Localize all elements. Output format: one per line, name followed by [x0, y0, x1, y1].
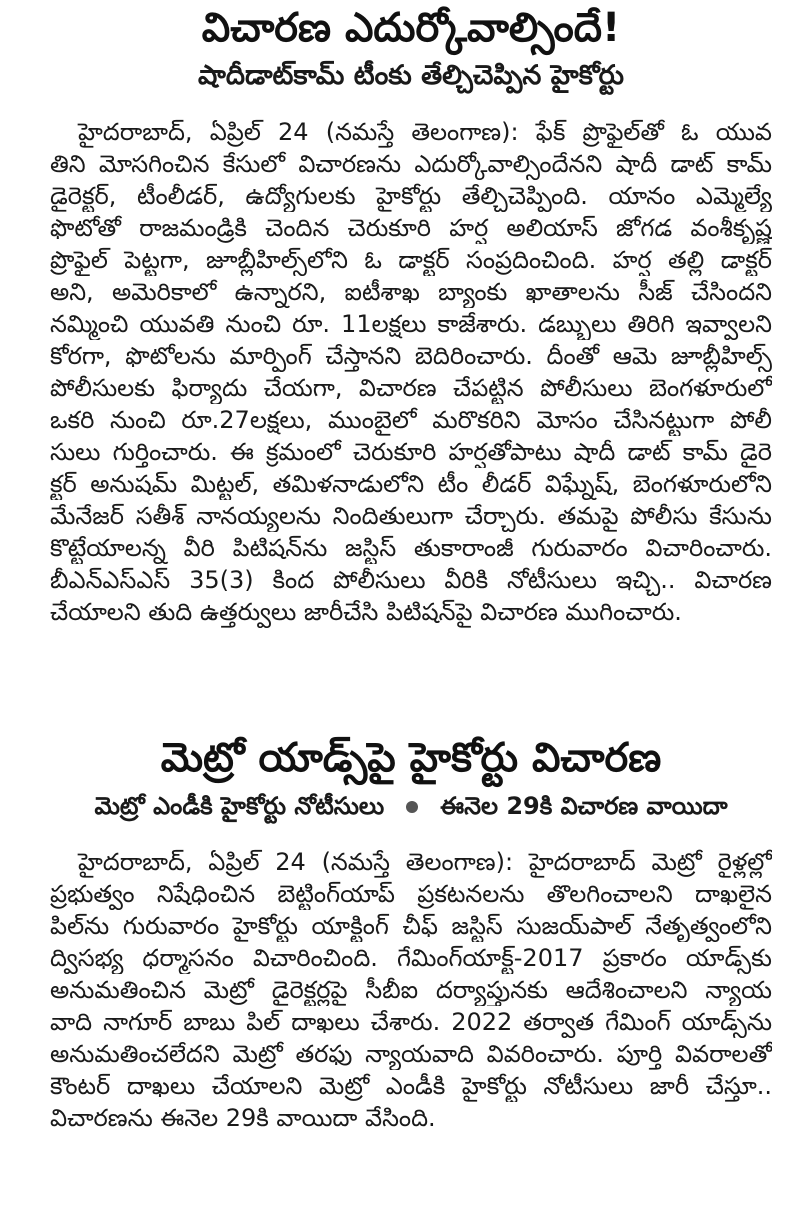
body-line: కొట్టేయాలన్న వీరి పిటిషన్‌ను జస్టిస్ తుకారాంజీ గురువారం విచారించారు.	[50, 534, 772, 562]
body-line: ప్రొఫైల్ పెట్టగా, జూబ్లీహిల్స్‌లోని ఓ డాక్టర్ సంప్రదించింది. హర్ష తల్లి డాక్టర్	[50, 246, 772, 274]
subheadline-left: మెట్రో ఎండీకి హైకోర్టు నోటీసులు	[94, 792, 385, 820]
body-line: అనుమతించిన మెట్రో డైరెక్టర్లపై సీబీఐ దర్యాప్తునకు ఆదేశించాలని న్యాయ	[50, 976, 772, 1004]
subheadline: షాదీడాట్‌కామ్ టీంకు తేల్చిచెప్పిన హైకోర్టు	[198, 60, 624, 91]
body-line: కౌంటర్ దాఖలు చేయాలని మెట్రో ఎండీకి హైకోర్టు నోటీసులు జారీ చేస్తూ..	[50, 1072, 772, 1100]
body-line: కోరగా, ఫొటోలను మార్ఫింగ్ చేస్తానని బెదిరించారు. దీంతో ఆమె జూబ్లీహిల్స్	[50, 342, 772, 370]
bullet-separator	[406, 801, 418, 813]
article-body	[50, 116, 772, 628]
body-line: క్టర్ అనుషమ్ మిట్టల్, తమిళనాడులోని టీం లీడర్ విఘ్నేష్, బెంగళూరులోని	[50, 470, 772, 498]
body-line: తిని మోసగించిన కేసులో విచారణను ఎదుర్కోవాల్సిందేనని షాదీ డాట్ కామ్	[50, 150, 772, 178]
article-body	[50, 846, 772, 1134]
body-line: అని, అమెరికాలో ఉన్నారని, ఐటీశాఖ బ్యాంకు ఖాతాలను సీజ్ చేసిందని	[50, 278, 772, 306]
body-line: ప్రభుత్వం నిషేధించిన బెట్టింగ్‌యాప్ ప్రకటనలను తొలగించాలని దాఖలైన	[50, 880, 772, 908]
body-line: మేనేజర్ సతీశ్ నానయ్యలను నిందితులుగా చేర్చారు. తమపై పోలీసు కేసును	[50, 502, 772, 530]
body-line: అనుమతించలేదని మెట్రో తరఫు న్యాయవాది వివరించారు. పూర్తి వివరాలతో	[50, 1040, 772, 1068]
body-line: బీఎన్ఎస్ఎస్ 35(3) కింద పోలీసులు వీరికి నోటీసులు ఇచ్చి.. విచారణ	[50, 566, 772, 594]
body-line: ఫొటోతో రాజమండ్రికి చెందిన చెరుకూరి హర్ష అలియాస్ జోగడ వంశీకృష్ణ	[50, 214, 772, 242]
body-line: హైదరాబాద్, ఏప్రిల్ 24 (నమస్తే తెలంగాణ): ఫేక్ ప్రొఫైల్‌తో ఓ యువ	[78, 118, 772, 146]
headline: మెట్రో యాడ్స్‌పై హైకోర్టు విచారణ	[160, 735, 662, 781]
body-line: వాది నాగూర్ బాబు పిల్ దాఖలు చేశారు. 2022 తర్వాత గేమింగ్ యాడ్స్‌ను	[50, 1008, 772, 1036]
body-line: నమ్మించి యువతి నుంచి రూ. 11లక్షలు కాజేశారు. డబ్బులు తిరిగి ఇవ్వాలని	[50, 310, 772, 338]
body-line: డైరెక్టర్, టీంలీడర్, ఉద్యోగులకు హైకోర్టు తేల్చిచెప్పింది. యానం ఎమ్మెల్యే	[50, 182, 772, 210]
body-line: చేయాలని తుది ఉత్తర్వులు జారీచేసి పిటిషన్‌పై విచారణ ముగించారు.	[50, 598, 682, 626]
headline: విచారణ ఎదుర్కోవాల్సిందే!	[201, 5, 621, 51]
body-line: హైదరాబాద్, ఏప్రిల్ 24 (నమస్తే తెలంగాణ): హైదరాబాద్ మెట్రో రైళ్లల్లో	[78, 848, 772, 876]
subheadline	[50, 786, 772, 828]
article-metro-ads	[50, 730, 772, 1134]
body-line: పోలీసులకు ఫిర్యాదు చేయగా, విచారణ చేపట్టిన పోలీసులు బెంగళూరులో	[50, 374, 772, 402]
body-line: విచారణను ఈనెల 29కి వాయిదా వేసింది.	[50, 1104, 436, 1132]
body-line: ఒకరి నుంచి రూ.27లక్షలు, ముంబైలో మరొకరిని మోసం చేసినట్టుగా పోలీ	[50, 406, 772, 434]
article-shaadi-com	[50, 0, 772, 628]
body-line: సులు గుర్తించారు. ఈ క్రమంలో చెరుకూరి హర్షతోపాటు షాదీ డాట్ కామ్ డైరె	[50, 438, 772, 466]
subheadline-right: ఈనెల 29కి విచారణ వాయిదా	[440, 792, 728, 820]
body-line: పిల్‌ను గురువారం హైకోర్టు యాక్టింగ్ చీఫ్ జస్టిస్ సుజయ్‌పాల్ నేతృత్వంలోని	[50, 912, 772, 940]
body-line: ద్విసభ్య ధర్మాసనం విచారించింది. గేమింగ్‌యాక్ట్-2017 ప్రకారం యాడ్స్‌కు	[50, 944, 772, 972]
